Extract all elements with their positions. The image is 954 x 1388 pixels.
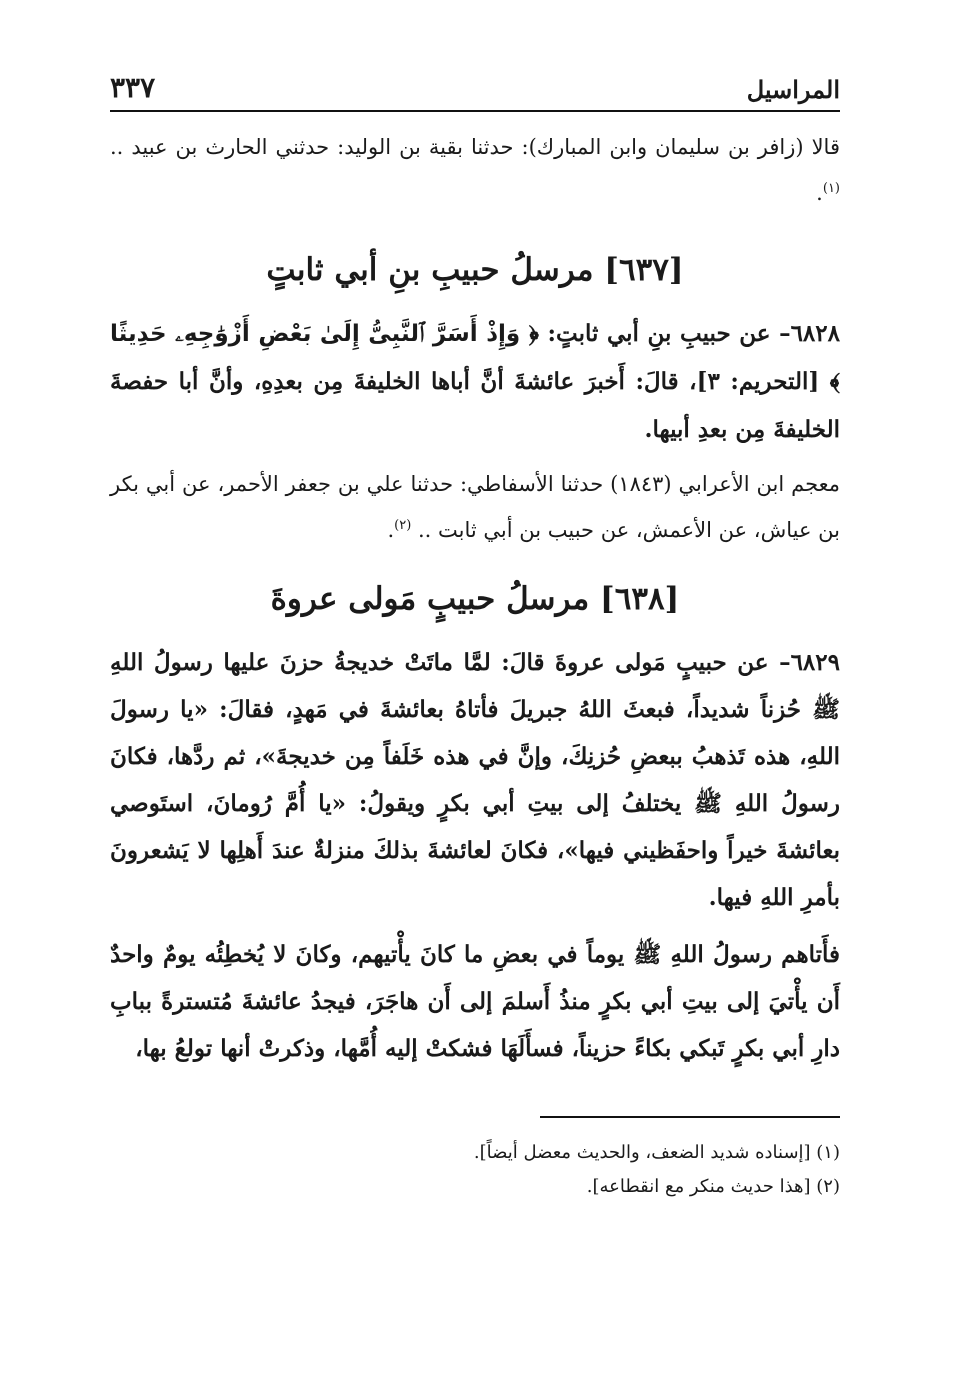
- page-number: ٣٣٧: [110, 71, 156, 104]
- book-page: [110, 60, 840, 1204]
- footnote-2: (٢) [هذا حديث منكر مع انقطاعه].: [586, 1176, 840, 1197]
- hadith-6829-paragraph-1: ٦٨٢٩– عن حبيبٍ مَولى عروةَ قالَ: لمَّا ماتَتْ خديجةُ حزنَ عليها رسولُ اللهِ ﷺ حُزناً شديداً، فبعثَ اللهُ جبريلَ فأتاهُ بعائشةَ في مَهدٍ، فقالَ: «يا رسولَ اللهِ، هذه تَذهبُ ببعضِ حُزنِكَ، وإنَّ في هذه خَلَفاً مِن خديجةَ»، ثم ردَّها، فكانَ رسولُ اللهِ ﷺ يختلفُ إلى بيتِ أبي بكرٍ ويقولُ: «يا أُمَّ رُومانَ، استَوصي بعائشةَ خيراً واحفَظيني فيها»، فكانَ لعائشةَ بذلكَ منزلةٌ عندَ أَهلِها لا يَشعرونَ بأمرِ اللهِ فيها.: [110, 649, 840, 911]
- footnote-divider: [540, 1116, 840, 1118]
- hadith-6828-rest: [التحريم: ٣]، قالَ: أَخبرَ عائشةَ أنَّ أباها الخليفةَ مِن بعدِهِ، وأنَّ أبا حفصةَ الخليفةَ مِن بعدِ أبيها.: [110, 368, 840, 443]
- running-head: [110, 60, 840, 112]
- footnote-1: (١) [إسناده شديد الضعف، والحديث معضل أيضاً].: [473, 1142, 840, 1163]
- hadith-6828-lead: ٦٨٢٨– عن حبيبِ بنِ أبي ثابتٍ:: [538, 320, 840, 347]
- section-heading-637: [٦٣٧] مرسلُ حبيبِ بنِ أبي ثابتٍ: [266, 252, 684, 288]
- hadith-6829-paragraph-2: فأَتاهم رسولُ اللهِ ﷺ يوماً في بعضِ ما كانَ يأْتيهم، وكانَ لا يُخطِئُه يومٌ واحدٌ أَن يأْتيَ إلى بيتِ أبي بكرٍ منذُ أَسلمَ إلى أَن هاجَرَ، فيجدُ عائشةَ مُتسترةً ببابِ دارِ أبي بكرٍ تَبكي بكاءً حزيناً، فسأَلَهَا فشكتْ إليه أُمَّها، وذكرتْ أنها تولعُ بها،: [110, 941, 840, 1062]
- section-heading-638: [٦٣٨] مرسلُ حبيبٍ مَولى عروةَ: [270, 581, 680, 617]
- footnote-ref-1: (١): [822, 181, 840, 196]
- hadith-6828: [110, 310, 840, 453]
- running-title: المراسيل: [746, 75, 840, 104]
- source-text: معجم ابن الأعرابي (١٨٤٣) حدثنا الأسفاطي: حدثنا علي بن جعفر الأحمر، عن أبي بكر بن عياش، عن الأعمش، عن حبيب بن أبي ثابت ..: [110, 472, 841, 542]
- hadith-6828-source: [110, 463, 840, 551]
- quran-verse: ﴿ وَإِذْ أَسَرَّ ٱلنَّبِىُّ إِلَىٰ بَعْضِ أَزْوَٰجِهِۦ حَدِيثًا ﴾: [110, 321, 840, 395]
- footnote-ref-2: (٢): [394, 518, 412, 533]
- intro-end: .: [816, 181, 823, 205]
- source-end: .: [387, 518, 395, 542]
- intro-text: قالا (زافر بن سليمان وابن المبارك): حدثنا بقية بن الوليد: حدثني الحارث بن عبيد ..: [110, 135, 840, 159]
- intro-source-text: [110, 126, 840, 214]
